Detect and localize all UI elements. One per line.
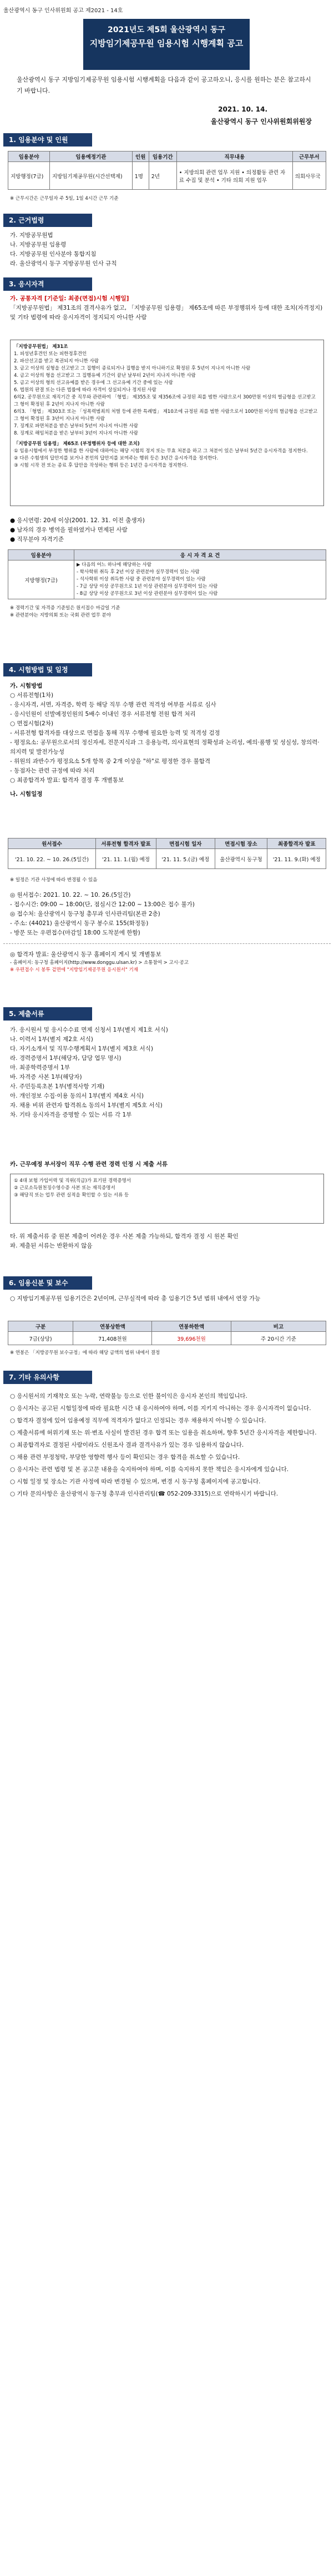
doc-item: 차. 기타 응시자격을 증명할 수 있는 서류 각 1부: [10, 1112, 132, 1118]
section-2-header: 2. 근거법령: [3, 214, 92, 227]
section-5-header: 5. 제출서류: [3, 1007, 92, 1021]
qual-box-item: 6의3. 「형법」 제303조 또는 「성폭력범죄의 처벌 등에 관한 특례법」 제10조에 규정된 죄를 범한 사람으로서 100만원 이상의 벌금형을 선고받고 그 형이 확정된 후 3년이 지나지 아니한 사람: [14, 409, 318, 422]
law-item: 가. 지방공무원법: [10, 232, 53, 239]
qual-box-item: 6의2. 공무원으로 재직기간 중 직무와 관련하여 「형법」 제355조 및 제356조에 규정된 죄를 범한 사람으로서 300만원 이상의 벌금형을 선고받고 그 형이 확정된 후 2년이 지나지 아니한 사람: [14, 395, 316, 407]
pay-note: ※ 연봉은 「지방공무원 보수규정」에 따라 해당 금액의 범위 내에서 결정: [10, 1350, 160, 1356]
apply-item: - 주소: (44021) 울산광역시 동구 봉수로 155(화정동): [10, 920, 149, 927]
exam-item: ○ 최종합격자 발표: 합격자 결정 후 개별통보: [10, 777, 124, 784]
recruit-table: [8, 151, 326, 190]
table2-note: ※ 경력기간 및 자격증 기준일은 원서접수 마감일 기준: [10, 605, 120, 611]
qual-box-item: 4. 금고 이상의 형을 선고받고 그 집행유예 기간이 끝난 날부터 2년이 지나지 아니한 사람: [14, 373, 196, 378]
law-list: [10, 231, 324, 269]
section-6-header: 6. 임용신분 및 보수: [3, 1276, 92, 1290]
notice-date: 2021. 10. 14.: [218, 105, 267, 113]
th-min: 연봉하한액: [152, 1321, 231, 1332]
cell-remark: 주 20시간 기준: [231, 1332, 326, 1345]
doc-item: 나. 이력서 1부(별지 제2호 서식): [10, 1036, 93, 1043]
cell-interview-place: 울산광역시 동구청: [215, 849, 267, 869]
docs-note-item: ③ 해당직 또는 업무 관련 실적을 확인할 수 있는 서류 등: [14, 1193, 129, 1198]
exam-item: - 동점자는 관련 규정에 따라 처리: [10, 767, 95, 774]
qual-extra: [10, 516, 324, 544]
qual-legal-box: [10, 340, 324, 506]
notice-info: [10, 950, 324, 974]
cell-period: 2년: [149, 162, 176, 190]
qual-box2-title: 「지방공무원 임용령」 제65조 (부정행위자 등에 대한 조치): [14, 441, 140, 447]
docs-tail-item: 타. 위 제출서류 중 원본 제출이 어려운 경우 사본 제출 가능하되, 합격자 결정 시 원본 확인: [10, 1233, 239, 1240]
exam-item: - 서류전형 합격자를 대상으로 면접을 통해 직무 수행에 필요한 능력 및 적격성 검정: [10, 730, 220, 736]
etc-item: ○ 시험 일정 및 장소는 기관 사정에 따라 변경될 수 있으며, 변경 시 동구청 홈페이지에 공고합니다.: [10, 1478, 261, 1485]
th-field2: 임용분야: [8, 550, 74, 560]
qual-box2-item: ③ 시험 시작 전 또는 종료 후 답안을 작성하는 행위 등은 1년간 응시자격을 정지한다.: [14, 463, 188, 468]
pay-table: [8, 1321, 326, 1345]
cell-interview-date: '21. 11. 5.(금) 예정: [156, 849, 215, 869]
schedule-table: [8, 838, 326, 869]
doc-item: 아. 개인정보 수집·이용 동의서 1부(별지 제4호 서식): [10, 1093, 144, 1099]
notice-item: - 홈페이지: 동구청 홈페이지(http://www.donggu.ulsan.kr) > 소통참여 > 고시·공고: [10, 960, 189, 966]
doc-item: 자. 채용 비위 관련자 합격취소 동의서 1부(별지 제5호 서식): [10, 1102, 163, 1109]
doc-item: 바. 자격증 사본 1부(해당자): [10, 1074, 82, 1080]
qual-box2-item: ① 임용시험에서 부정한 행위를 한 사람에 대하여는 해당 시험의 정지 또는 무효 처분을 하고 그 처분이 있은 날부터 5년간 응시자격을 정지한다.: [14, 448, 308, 454]
cell-dept: 의회사무국: [292, 162, 326, 190]
req-item: - 석사학위 이상 취득한 사람 중 관련분야 실무경력이 있는 사람: [77, 577, 206, 582]
etc-item: ○ 응시자는 관련 법령 및 본 공고문 내용을 숙지하여야 하며, 이를 숙지하지 못한 책임은 응시자에게 있습니다.: [10, 1466, 289, 1473]
etc-item: ○ 합격자 결정에 있어 임용예정 직무에 적격자가 없다고 인정되는 경우 채용하지 아니할 수 있습니다.: [10, 1417, 266, 1424]
cell-field: 지방행정(7급): [8, 162, 50, 190]
sched-title: 나. 시험일정: [10, 791, 43, 797]
qual-box-item: 6. 법원의 판결 또는 다른 법률에 따라 자격이 상실되거나 정지된 사람: [14, 387, 156, 393]
cell-doc-pass: '21. 11. 1.(월) 예정: [95, 849, 156, 869]
qual-box-item: 5. 금고 이상의 형의 선고유예를 받은 경우에 그 선고유예 기간 중에 있는 사람: [14, 380, 173, 386]
apply-item: ◎ 접수처: 울산광역시 동구청 총무과 인사관리팀(본관 2층): [10, 911, 160, 917]
table1-note: ※ 근무시간은 근무일자 주 5일, 1일 4시간 근무 기준: [10, 196, 119, 201]
etc-list: [10, 1390, 324, 1500]
qual-box-item: 8. 징계로 해임처분을 받은 날부터 3년이 지나지 아니한 사람: [14, 431, 138, 436]
apply-info: [10, 891, 324, 938]
table2-notes: [10, 605, 324, 619]
qual-box2-item: ② 다른 수험생의 답안지를 보거나 본인의 답안지를 보여주는 행위 등은 3년간 응시자격을 정지한다.: [14, 456, 219, 461]
cell-min: 39,696천원: [152, 1332, 231, 1345]
docs-note-item: ② 근로소득원천징수영수증 사본 또는 재직증명서: [14, 1185, 115, 1191]
announcement-number: 울산광역시 동구 인사위원회 공고 제2021 - 14호: [3, 8, 123, 14]
title-line-1: 2021년도 제5회 울산광역시 동구: [107, 26, 226, 34]
cell-count: 1명: [132, 162, 149, 190]
cell-grade: 7급(상당): [8, 1332, 73, 1345]
doc-item: 다. 자기소개서 및 직무수행계획서 1부(별지 제3호 서식): [10, 1045, 153, 1052]
doc-item: 라. 경력증명서 1부(해당자, 담당 업무 명시): [10, 1055, 122, 1062]
divider: [3, 943, 331, 944]
table2-note: ※ 관련분야는 지방의회 또는 국회 관련 업무 분야: [10, 613, 112, 618]
age-requirement: ● 응시연령: 20세 이상(2001. 12. 31. 이전 출생자): [10, 517, 145, 524]
qual-box-title: 「지방공무원법」 제31조: [14, 344, 68, 350]
etc-item: ○ 기타 문의사항은 울산광역시 동구청 총무과 인사관리팀(☎ 052-209-3315)으로 연락하시기 바랍니다.: [10, 1491, 279, 1497]
apply-item: - 방문 또는 우편접수(마감일 18:00 도착분에 한함): [10, 930, 140, 936]
doc-item: 가. 응시원서 및 응시수수료 면제 신청서 1부(별지 제1호 서식): [10, 1027, 168, 1033]
etc-item: ○ 응시자는 공고된 시험일정에 따라 필요한 시간 내 응시하여야 하며, 이를 지키지 아니하는 경우 응시자격이 없습니다.: [10, 1405, 311, 1412]
th-max: 연봉상한액: [73, 1321, 152, 1332]
req-item: - 학사학위 취득 후 2년 이상 관련분야 실무경력이 있는 사람: [77, 569, 200, 575]
th-grade: 구분: [8, 1321, 73, 1332]
docs-tail-item: 파. 제출된 서류는 반환하지 않음: [10, 1242, 93, 1249]
docs-note-title: 카. 근무예정 부서장이 직무 수행 관련 경력 인정 시 제출 서류: [10, 1161, 168, 1168]
cell-duty: • 지방의회 관련 업무 지원 • 의정활동 관련 자료 수집 및 분석 • 기타 의회 지원 업무: [176, 162, 292, 190]
docs-note-box: [10, 1174, 324, 1224]
etc-item: ○ 채용 관련 부정청탁, 부당한 영향력 행사 등이 확인되는 경우 합격을 취소할 수 있습니다.: [10, 1454, 240, 1461]
qual-text: 「지방공무원법」 제31조의 결격사유가 없고, 「지방공무원 임용령」 제65조에 따른 부정행위자 등에 대한 조치(자격정지) 및 기타 법령에 따라 응시자격이 정지되지 아니한 사람: [10, 305, 323, 321]
qualification-table: [8, 549, 326, 599]
qual-box-item: 7. 징계로 파면처분을 받은 날부터 5년이 지나지 아니한 사람: [14, 423, 138, 429]
exam-item: ○ 면접시험(2차): [10, 720, 54, 727]
exam-item: - 응시자격, 서면, 자격증, 학력 등 해당 직무 수행 관련 적격성 여부를 서류로 심사: [10, 701, 216, 708]
exam-item: - 응시인원이 선발예정인원의 5배수 이내인 경우 서류전형 전원 합격 처리: [10, 711, 196, 718]
notice-item: ◎ 합격자 발표: 울산광역시 동구 홈페이지 게시 및 개별통보: [10, 951, 161, 958]
exam-title: 가. 시험방법: [10, 683, 43, 689]
th-duty: 직무내용: [176, 151, 292, 162]
qual-box-item: 3. 금고 이상의 실형을 선고받고 그 집행이 종료되거나 집행을 받지 아니하기로 확정된 후 5년이 지나지 아니한 사람: [14, 366, 251, 371]
table3-note: ※ 일정은 기관 사정에 따라 변경될 수 있음: [10, 877, 98, 883]
title-line-2: 지방임기제공무원 임용시험 시행계획 공고: [89, 38, 244, 48]
th-agency: 임용예정기관: [49, 151, 132, 162]
cell-max: 71,408천원: [73, 1332, 152, 1345]
etc-item: ○ 제출서류에 허위기재 또는 위·변조 사실이 발견된 경우 합격 또는 임용을 취소하며, 향후 5년간 응시자격을 제한합니다.: [10, 1430, 317, 1436]
req-item: - 7급 상당 이상 공무원으로 1년 이상 관련분야 실무경력이 있는 사람: [77, 584, 218, 589]
pay-lead: ○ 지방임기제공무원 임용기간은 2년이며, 근무실적에 따라 총 임용기간 5년 범위 내에서 연장 가능: [10, 1295, 261, 1302]
th-dept: 근무부서: [292, 151, 326, 162]
section-1-header: 1. 임용분야 및 인원: [3, 133, 92, 147]
docs-note: [10, 1160, 324, 1169]
cell-requirements: [74, 560, 326, 599]
intro-text: 울산광역시 동구 지방임기제공무원 임용시험 시행계획을 다음과 같이 공고하오니, 응시를 원하는 분은 참고하시기 바랍니다.: [17, 76, 311, 94]
docs-tail: [10, 1232, 324, 1251]
notice-item: ※ 우편접수 시 봉투 겉면에 "지방임기제공무원 응시원서" 기재: [10, 967, 138, 973]
th-apply: 원서접수: [8, 839, 96, 849]
apply-item: - 접수시간: 09:00 ~ 18:00(단, 점심시간 12:00 ~ 13:00은 접수 불가): [10, 901, 195, 908]
qual-box-item: 2. 파산선고를 받고 복권되지 아니한 사람: [14, 358, 99, 364]
th-interview-date: 면접시험 일자: [156, 839, 215, 849]
docs-list: [10, 1026, 324, 1120]
cell-field2: 지방행정(7급): [8, 560, 74, 599]
title-banner: [83, 19, 250, 70]
signer: 울산광역시 동구 인사위원회위원장: [210, 118, 312, 125]
section-7-header: 7. 기타 유의사항: [3, 1371, 92, 1384]
th-period: 임용기간: [149, 151, 176, 162]
th-doc-pass: 서류전형 합격자 발표: [95, 839, 156, 849]
th-remark: 비고: [231, 1321, 326, 1332]
th-interview-place: 면접시험 장소: [215, 839, 267, 849]
etc-item: ○ 최종합격자로 결정된 사람이라도 신원조사 결과 결격사유가 있는 경우 임용하지 않습니다.: [10, 1442, 244, 1448]
qual-box-item: 1. 피성년후견인 또는 피한정후견인: [14, 351, 87, 357]
cell-apply: '21. 10. 22. ~ 10. 26.(5일간): [8, 849, 96, 869]
law-item: 다. 지방공무원 인사분야 통합지침: [10, 251, 97, 257]
qualification: [10, 294, 324, 322]
qual-title: 가. 공통자격 [기준일: 최종(면접)시험 시행일]: [10, 295, 129, 302]
etc-item: ○ 응시원서의 기재착오 또는 누락, 연락불능 등으로 인한 불이익은 응시자 본인의 책임입니다.: [10, 1393, 247, 1400]
military-requirement: ● 남자의 경우 병역을 필하였거나 면제된 사람: [10, 527, 128, 533]
cell-agency: 지방임기제공무원(시간선택제): [49, 162, 132, 190]
th-field: 임용분야: [8, 151, 50, 162]
law-item: 나. 지방공무원 임용령: [10, 241, 67, 248]
section-3-header: 3. 응시자격: [3, 277, 92, 291]
th-count: 인원: [132, 151, 149, 162]
th-final: 최종합격자 발표: [267, 839, 326, 849]
exam-method: [10, 681, 324, 799]
exam-item: - 평정요소: 공무원으로서의 정신자세, 전문지식과 그 응용능력, 의사표현의 정확성과 논리성, 예의·품행 및 성실성, 창의력·의지력 및 발전가능성: [10, 739, 320, 755]
law-item: 라. 울산광역시 동구 지방공무원 인사 규칙: [10, 260, 117, 267]
exam-item: - 위원의 과반수가 평정요소 5개 항목 중 2개 이상을 "하"로 평정한 경우 불합격: [10, 758, 211, 765]
req-item: ▶ 다음의 어느 하나에 해당하는 사람: [77, 562, 152, 568]
section-4-header: 4. 시험방법 및 일정: [3, 663, 92, 676]
req-head: ● 직무분야 자격기준: [10, 536, 64, 543]
doc-item: 마. 최종학력증명서 1부: [10, 1064, 70, 1071]
th-requirement: 응 시 자 격 요 건: [74, 550, 326, 560]
doc-item: 사. 주민등록초본 1부(병적사항 기재): [10, 1083, 105, 1090]
apply-item: ◎ 원서접수: 2021. 10. 22. ~ 10. 26.(5일간): [10, 892, 131, 898]
exam-item: ○ 서류전형(1차): [10, 692, 54, 699]
req-item: - 8급 상당 이상 공무원으로 3년 이상 관련분야 실무경력이 있는 사람: [77, 591, 218, 597]
cell-final: '21. 11. 9.(화) 예정: [267, 849, 326, 869]
docs-note-item: ① 4대 보험 가입이력 및 직위(직급)가 표기된 경력증명서: [14, 1178, 131, 1184]
